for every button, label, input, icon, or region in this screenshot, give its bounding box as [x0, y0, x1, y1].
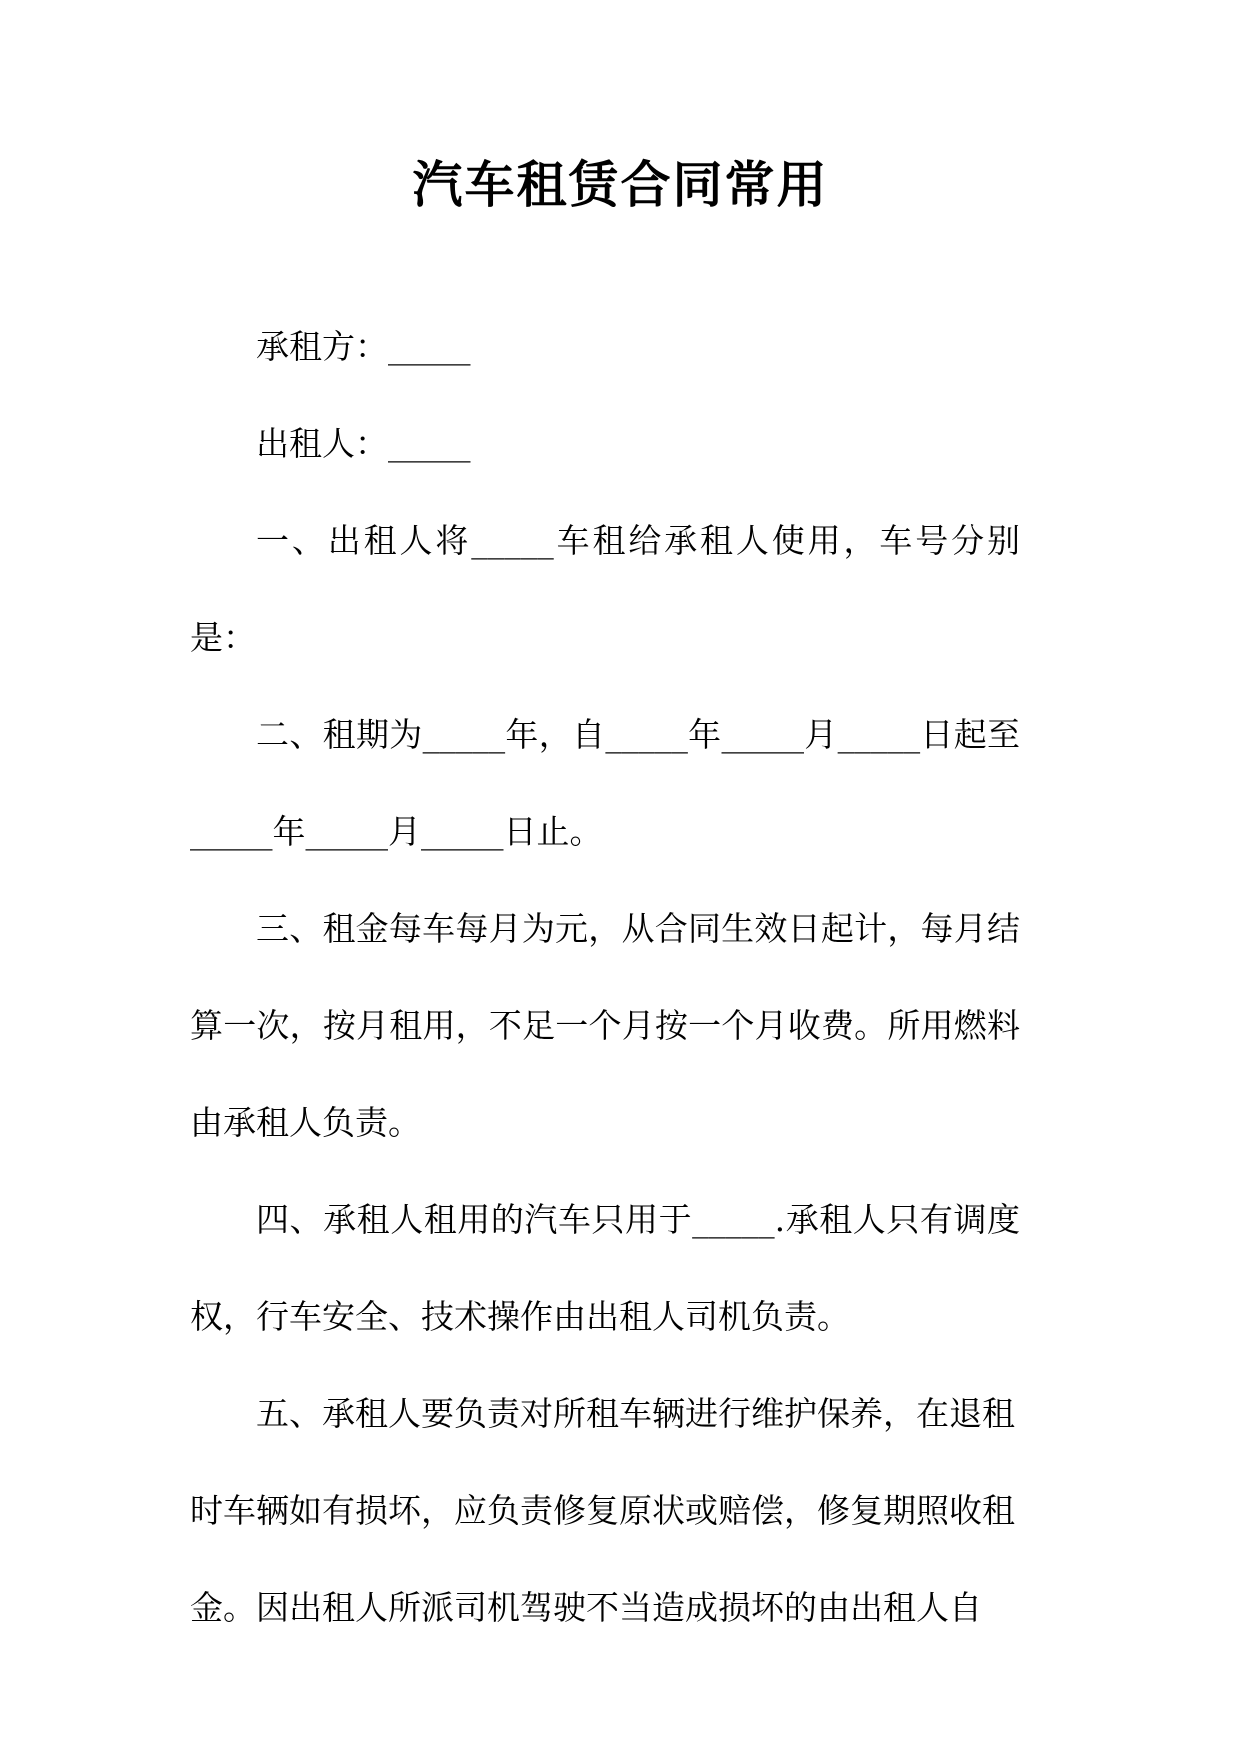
clause-4: 四、承租人租用的汽车只用于_____.承租人只有调度权，行车安全、技术操作由出租人司机负责。	[190, 1200, 1020, 1336]
clause-5: 五、承租人要负责对所租车辆进行维护保养，在退租时车辆如有损坏，应负责修复原状或赔偿，修复期照收租金。因出租人所派司机驾驶不当造成损坏的由出租人自	[190, 1394, 1015, 1627]
document-title: 汽车租赁合同常用	[412, 156, 829, 214]
paragraph-lessor: 出租人：_____	[256, 424, 471, 463]
clause-2: 二、租期为_____年，自_____年_____月_____日起至_____年_____月_____日止。	[190, 715, 1020, 851]
clause-1: 一、出租人将_____车租给承租人使用，车号分别是：	[190, 521, 1020, 657]
paragraph-lessee: 承租方：_____	[256, 327, 471, 366]
clause-3: 三、租金每车每月为元，从合同生效日起计，每月结算一次，按月租用，不足一个月按一个月收费。所用燃料由承租人负责。	[190, 909, 1020, 1142]
document-body	[190, 298, 1020, 1656]
